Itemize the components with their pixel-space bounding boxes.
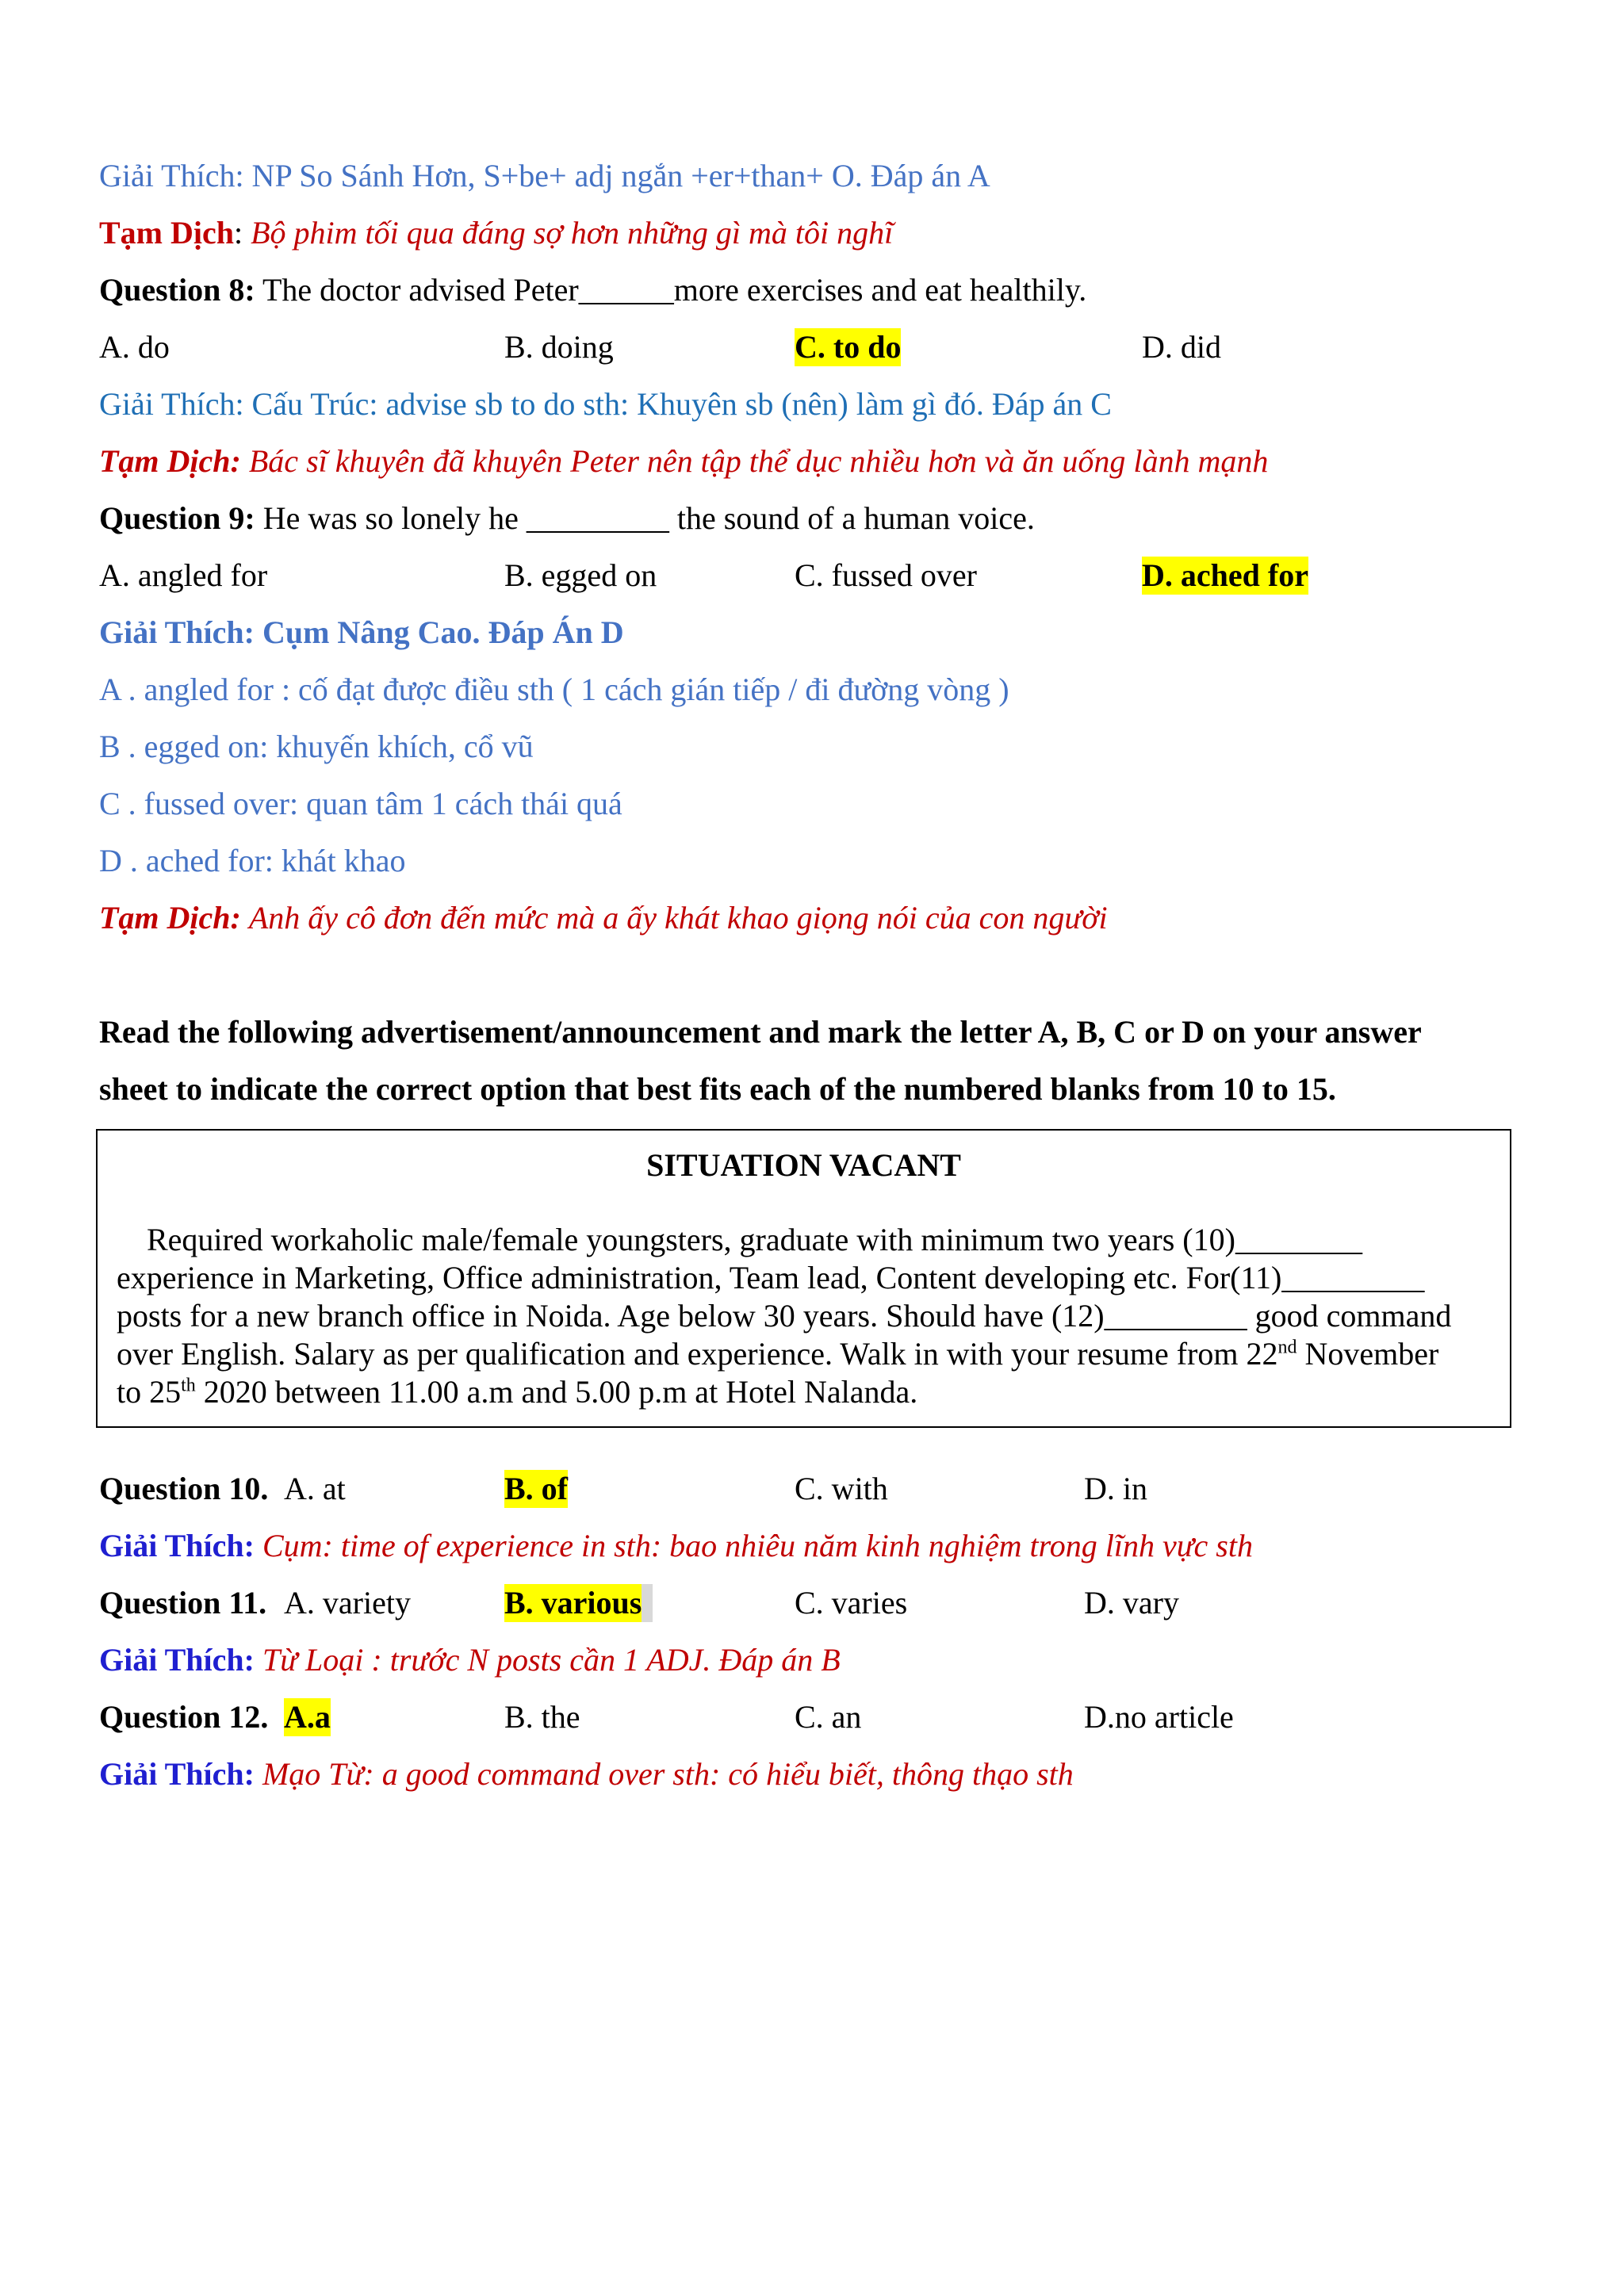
ad-text: over English. Salary as per qualification and experience. Walk in with your resume from 22	[117, 1336, 1278, 1372]
explanation-text: Từ Loại : trước N posts cần 1 ADJ. Đáp án B	[262, 1642, 841, 1678]
translation-text: Anh ấy cô đơn đến mức mà a ấy khát khao giọng nói của con người	[248, 900, 1108, 936]
q11-option-a: A. variety	[284, 1585, 411, 1621]
q9-option-b: B. egged on	[504, 557, 657, 593]
q9-translation	[99, 899, 1108, 937]
instruction-line-2: sheet to indicate the correct option that best fits each of the numbered blanks from 10 to 15.	[99, 1071, 1336, 1107]
q12-option-b: B. the	[504, 1699, 580, 1735]
q9-note-a: A . angled for : cố đạt được điều sth ( 1 cách gián tiếp / đi đường vòng )	[99, 672, 1009, 707]
q12-option-a-answer: A.a	[284, 1699, 331, 1735]
q7-translation: Tạm Dịch: Bộ phim tối qua đáng sợ hơn những gì mà tôi nghĩ	[99, 215, 894, 251]
q9-explanation: Giải Thích: Cụm Nâng Cao. Đáp Án D	[99, 614, 624, 650]
q8-option-c-answer: C. to do	[795, 329, 902, 365]
q9-option-d-answer: D. ached for	[1142, 557, 1308, 593]
q8-option-b: B. doing	[504, 329, 614, 365]
ad-superscript: th	[181, 1375, 196, 1396]
q10-option-d: D. in	[1084, 1471, 1147, 1506]
q8-translation	[99, 442, 1268, 480]
question-text: The doctor advised Peter______more exercises and eat healthily.	[262, 272, 1087, 308]
ad-superscript: nd	[1277, 1337, 1297, 1358]
q11-explanation	[99, 1641, 841, 1679]
ad-line-5	[117, 1373, 917, 1411]
q9-option-c: C. fussed over	[795, 557, 977, 593]
translation-label: Tạm Dịch:	[99, 443, 241, 479]
question-label: Question 8:	[99, 272, 255, 308]
ad-line-2: experience in Marketing, Office administration, Team lead, Content developing etc. For(11)_________	[117, 1260, 1425, 1295]
q12-option-c: C. an	[795, 1699, 862, 1735]
explanation-text: Mạo Từ: a good command over sth: có hiểu biết, thông thạo sth	[262, 1756, 1074, 1792]
translation-label: Tạm Dịch	[99, 215, 234, 251]
explanation-text: Cụm: time of experience in sth: bao nhiêu năm kinh nghiệm trong lĩnh vực sth	[262, 1528, 1253, 1563]
translation-label: Tạm Dịch:	[99, 900, 241, 936]
q10-option-c: C. with	[795, 1471, 888, 1506]
explanation-label: Giải Thích:	[99, 1528, 255, 1563]
ad-text: November	[1297, 1336, 1439, 1372]
ad-line-1: Required workaholic male/female youngsters, graduate with minimum two years (10)________	[147, 1222, 1362, 1257]
ad-line-3: posts for a new branch office in Noida. Age below 30 years. Should have (12)_________ good command	[117, 1298, 1452, 1334]
q9-note-c: C . fussed over: quan tâm 1 cách thái quá	[99, 786, 622, 821]
translation-text: Bộ phim tối qua đáng sợ hơn những gì mà tôi nghĩ	[251, 215, 894, 251]
advertisement-box	[96, 1129, 1511, 1428]
q9-option-a: A. angled for	[99, 557, 268, 593]
q7-explanation: Giải Thích: NP So Sánh Hơn, S+be+ adj ngắn +er+than+ O. Đáp án A	[99, 158, 990, 193]
q10-option-a: A. at	[284, 1471, 346, 1506]
q9-note-d: D . ached for: khát khao	[99, 843, 406, 878]
q12-label: Question 12.	[99, 1699, 269, 1735]
translation-text: Bác sĩ khuyên đã khuyên Peter nên tập thể dục nhiều hơn và ăn uống lành mạnh	[248, 443, 1269, 479]
explanation-label: Giải Thích:	[99, 1642, 255, 1678]
q11-option-c: C. varies	[795, 1585, 908, 1621]
q11-option-d: D. vary	[1084, 1585, 1179, 1621]
ad-line-4	[117, 1335, 1438, 1373]
ad-text: to 25	[117, 1374, 182, 1410]
ad-text: 2020 between 11.00 a.m and 5.00 p.m at Hotel Nalanda.	[195, 1374, 918, 1410]
q8-explanation: Giải Thích: Cấu Trúc: advise sb to do sth: Khuyên sb (nên) làm gì đó. Đáp án C	[99, 386, 1112, 422]
q12-option-d: D.no article	[1084, 1699, 1234, 1735]
question-9	[99, 499, 1035, 538]
q11-label: Question 11.	[99, 1585, 267, 1621]
q8-option-a: A. do	[99, 329, 170, 365]
explanation-label: Giải Thích:	[99, 1756, 255, 1792]
question-8	[99, 271, 1086, 309]
q10-option-b-answer: B. of	[504, 1471, 568, 1506]
q8-option-d: D. did	[1142, 329, 1221, 365]
q10-label: Question 10.	[99, 1471, 269, 1506]
q12-explanation	[99, 1755, 1074, 1793]
question-label: Question 9:	[99, 500, 255, 536]
question-text: He was so lonely he _________ the sound of a human voice.	[262, 500, 1035, 536]
instruction-line-1: Read the following advertisement/announcement and mark the letter A, B, C or D on your answer	[99, 1014, 1422, 1050]
ad-title: SITUATION VACANT	[646, 1147, 961, 1183]
q11-option-b-answer: B. various	[504, 1584, 653, 1622]
q10-explanation	[99, 1527, 1253, 1565]
q9-note-b: B . egged on: khuyến khích, cổ vũ	[99, 729, 534, 764]
